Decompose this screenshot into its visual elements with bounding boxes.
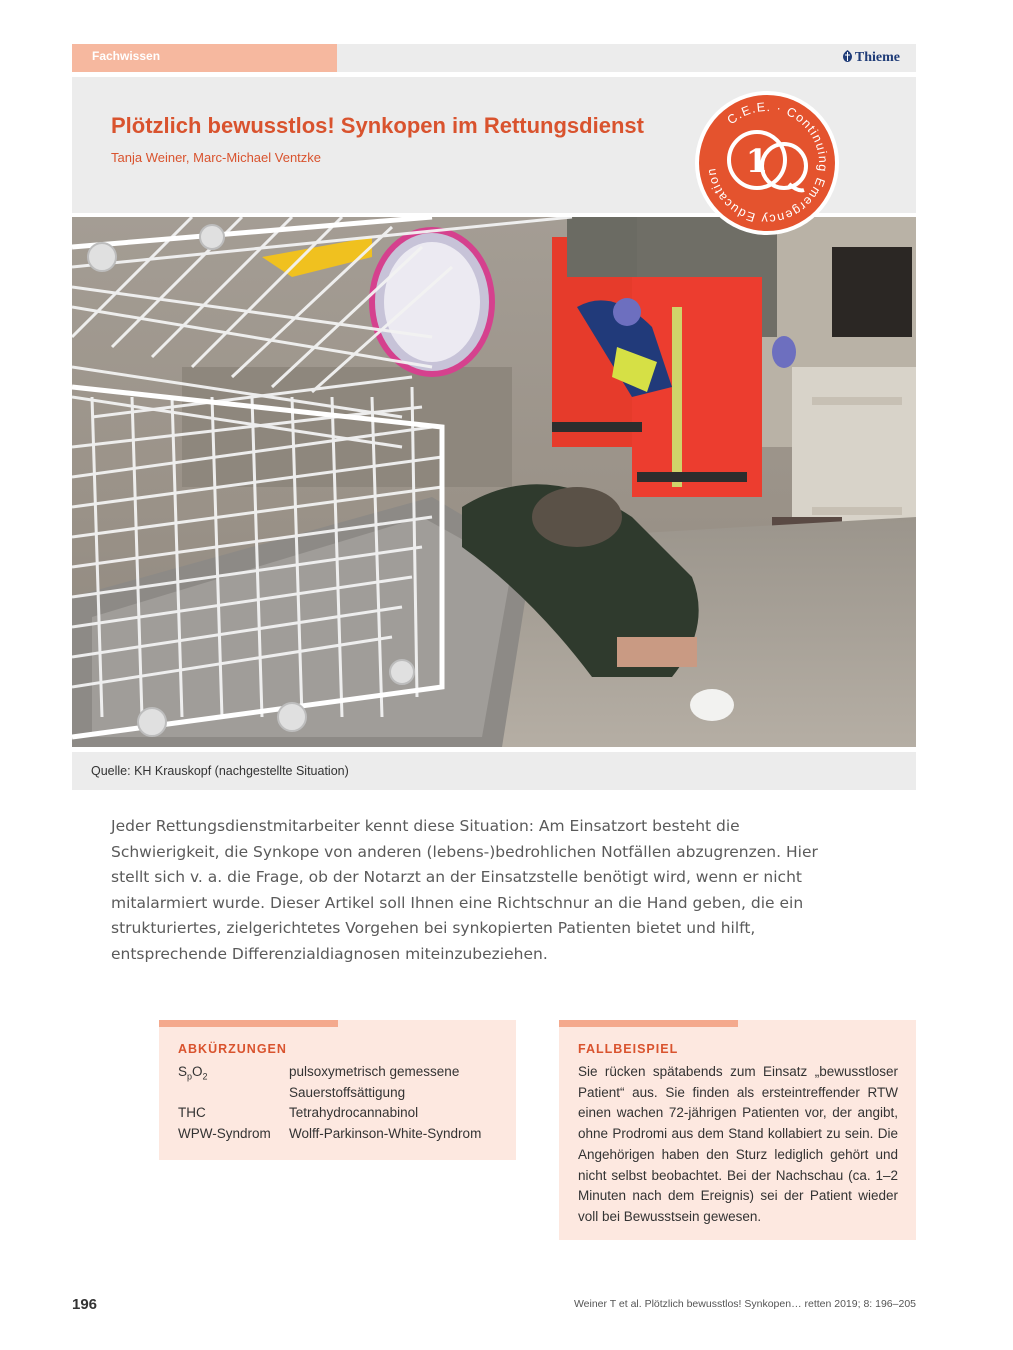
dishwasher-scene-image [72, 217, 916, 747]
abbreviation-definition: Wolff-Parkinson-White-Syndrom [289, 1125, 482, 1141]
abbreviation-definition: pulsoxymetrisch gemessene Sauerstoffsättigung [289, 1064, 460, 1100]
lead-paragraph: Jeder Rettungsdienstmitarbeiter kennt diese Situation: Am Einsatzort besteht die Schwierigkeit, die Synkope von anderen (lebens-)bedrohlichen Notfällen abzugrenzen. Hier stellt sich v. a. die Frage, ob der Notarzt an der Einsatzstelle benötigt wird, wenn er nicht mitalarmiert wurde. Dieser Artikel soll Ihnen eine Richtschnur an die Hand geben, die ein strukturiertes, zielgerichtetes Vorgehen bei synkopierten Patienten bietet und hilft, entsprechende Differenzialdiagnosen miteinzubeziehen. [111, 817, 818, 963]
cee-badge [694, 90, 840, 236]
image-caption: Quelle: KH Krauskopf (nachgestellte Situation) [91, 764, 349, 778]
abbreviations-title: ABKÜRZUNGEN [178, 1042, 287, 1056]
abbreviation-row [178, 1124, 508, 1145]
case-example-title: FALLBEISPIEL [578, 1042, 679, 1056]
publisher-name: Thieme [854, 50, 900, 65]
abbreviation-definition: Tetrahydrocannabinol [289, 1105, 419, 1120]
article-photo [72, 217, 916, 747]
citation-line: Weiner T et al. Plötzlich bewusstlos! Synkopen… retten 2019; 8: 196–205 [573, 1298, 916, 1310]
thieme-logo-icon [843, 50, 852, 62]
abbreviation-term: WPW-Syndrom [178, 1125, 271, 1141]
abbreviations-list [178, 1062, 508, 1144]
box-accent-bar [159, 1020, 338, 1027]
box-accent-bar [559, 1020, 738, 1027]
case-example-text: Sie rücken spätabends zum Einsatz „bewusstloser Patient“ aus. Sie finden als ersteintreffender RTW einen wachen 72-jährigen Patienten vor, der angibt, ohne Prodromi aus dem Stand kollabiert zu sein. Die Angehörigen haben den Sturz lediglich gehört und nicht selbst beobachtet. Bei der Nachschau (ca. 1–2 Minuten nach dem Ereignis) sei der Patient wieder voll bei Bewusstsein gewesen. [578, 1064, 898, 1224]
abbreviation-term: THC [178, 1105, 206, 1120]
abbreviations-box [159, 1020, 516, 1160]
abbreviation-term: $S_pO_2$ [178, 1064, 208, 1082]
badge-number: 1 [745, 142, 769, 180]
image-caption-bar [72, 752, 916, 790]
article-authors: Tanja Weiner, Marc-Michael Ventzke [111, 150, 322, 165]
case-example-box [559, 1020, 916, 1240]
abbreviation-row [178, 1062, 508, 1103]
badge-arc-text: C.E.E. · Continuing Emergency Education [704, 99, 831, 227]
cee-badge-icon [694, 90, 840, 236]
section-tag: Fachwissen [72, 44, 337, 72]
page-number: 196 [72, 1296, 98, 1313]
top-bar [72, 44, 916, 72]
article-title: Plötzlich bewusstlos! Synkopen im Rettungsdienst [111, 113, 644, 138]
publisher-logo[interactable] [843, 50, 900, 66]
abbreviation-row [178, 1103, 508, 1124]
